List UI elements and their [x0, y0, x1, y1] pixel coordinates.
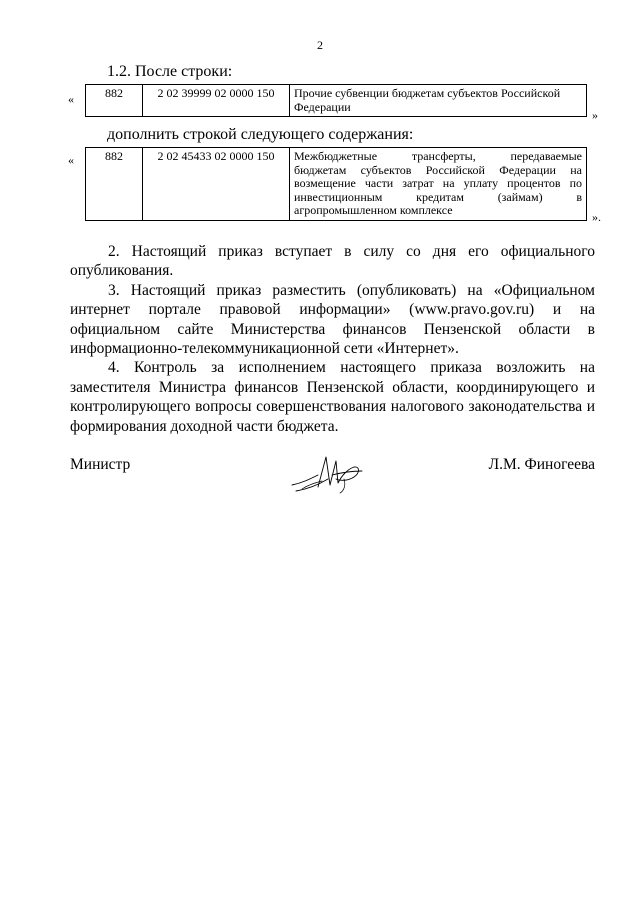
word: в — [576, 189, 582, 204]
word: по — [569, 176, 582, 190]
open-quote: « — [68, 153, 74, 167]
word: части — [364, 176, 394, 190]
name-line — [294, 150, 582, 164]
paragraph-3: 3. Настоящий приказ разместить (опубликовать) на «Официальном интернет портале правовой информации» (www.pravo.gov.ru) и на официальном сайте Министерства финансов Пензенской области в информационно-телекоммуникационной сети «Интернет». — [70, 281, 595, 358]
new-row-table — [85, 147, 587, 221]
word: трансферты, — [411, 149, 476, 163]
word: на — [442, 176, 455, 190]
table-row — [86, 85, 587, 117]
word: бюджетам — [294, 162, 347, 177]
body-paragraphs — [70, 242, 595, 436]
kbk-cell: 2 02 45433 02 0000 150 — [143, 148, 290, 221]
paragraph-4: 4. Контроль за исполнением настоящего приказа возложить на заместителя Министра финансов Пензенской области, координирующего и контролирующего вопросы совершенствования налогового законодательства и формирования доходной части бюджета. — [70, 359, 595, 435]
name-cell — [290, 148, 587, 221]
paragraph-2: 2. Настоящий приказ вступает в силу со дня его официального опубликования. — [70, 243, 595, 280]
name-cell: Прочие субвенции бюджетам субъектов Российской Федерации — [290, 85, 587, 117]
word: кредитам — [416, 189, 464, 204]
word: передаваемые — [510, 149, 582, 163]
signatory-name: Л.М. Финогеева — [488, 456, 595, 473]
open-quote: « — [68, 92, 74, 106]
word: затрат — [402, 176, 434, 190]
name-line — [294, 177, 582, 191]
word: Российской — [425, 162, 485, 177]
word: возмещение — [294, 176, 356, 190]
name-line: агропромышленном комплексе — [294, 203, 453, 217]
signatory-role: Министр — [70, 456, 131, 473]
kbk-cell: 2 02 39999 02 0000 150 — [143, 85, 290, 117]
name-line — [294, 191, 582, 205]
word: Федерации — [499, 162, 556, 177]
page-number: 2 — [317, 38, 323, 52]
code-cell: 882 — [86, 148, 143, 221]
word: инвестиционным — [294, 189, 383, 204]
word: уплату — [463, 176, 499, 190]
handwritten-signature-icon — [288, 449, 368, 499]
name-line — [294, 164, 582, 178]
addition-title: дополнить строкой следующего содержания: — [107, 126, 414, 143]
close-quote: ». — [592, 210, 601, 224]
section-1-2-title: 1.2. После строки: — [107, 63, 233, 80]
replaced-row-table — [85, 84, 587, 117]
word: процентов — [507, 176, 561, 190]
word: (займам) — [497, 189, 543, 204]
word: на — [570, 162, 582, 177]
table-row — [86, 148, 587, 221]
word: субъектов — [360, 162, 412, 177]
code-cell: 882 — [86, 85, 143, 117]
word: Межбюджетные — [294, 149, 378, 163]
close-quote: » — [592, 108, 598, 122]
